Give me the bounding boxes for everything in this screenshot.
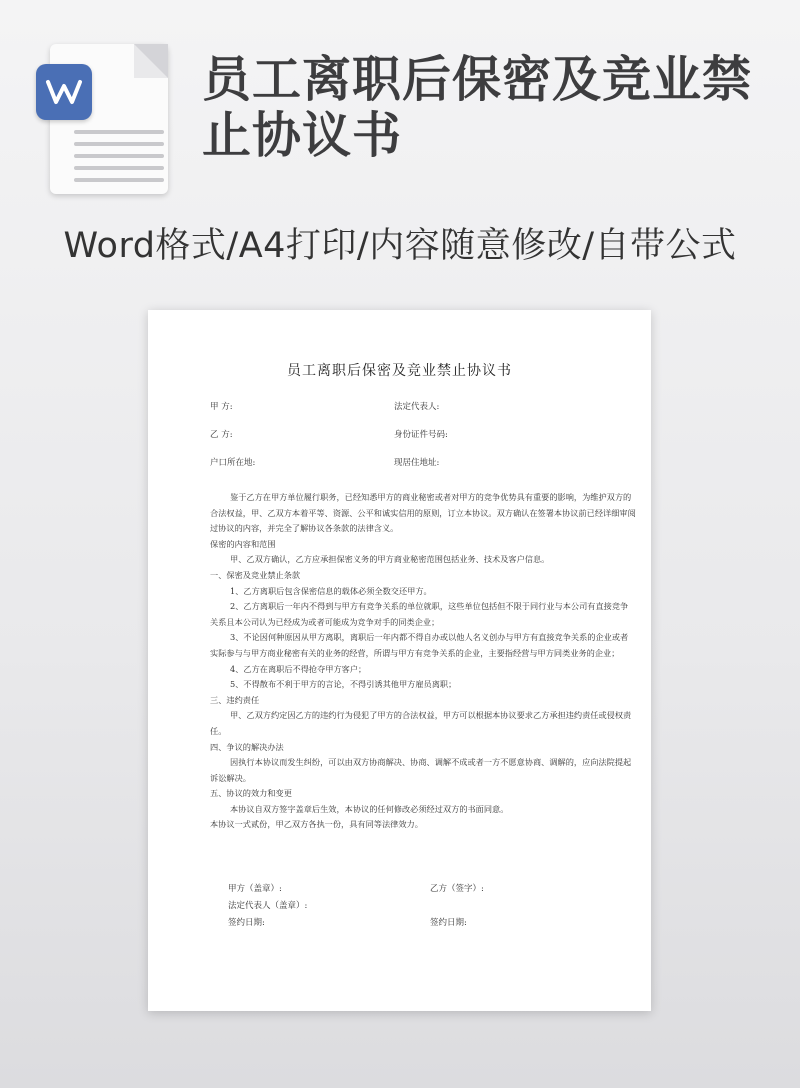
document-paragraph: 甲、乙双方约定因乙方的违约行为侵犯了甲方的合法权益，甲方可以根据本协议要求乙方承担违约责任或侵权责任。 xyxy=(210,710,632,736)
word-logo-icon xyxy=(36,64,92,120)
field-party-a: 甲 方: xyxy=(210,402,233,412)
field-address: 现居住地址: xyxy=(394,458,440,468)
document-body xyxy=(210,490,636,833)
document-paragraph: 1、乙方离职后包含保密信息的载体必须全数交还甲方。 xyxy=(230,585,432,596)
document-title: 员工离职后保密及竞业禁止协议书 xyxy=(287,363,512,379)
signature-party-a: 甲方（盖章）: xyxy=(228,884,282,894)
document-paragraph: 3、不论因何种原因从甲方离职，离职后一年内都不得自办或以他人名义创办与甲方有直接竞争关系的企业或者实际参与与甲方商业秘密有关的业务的经营，所谓与甲方有竞争关系的企业，主要指经营与甲方同类业务的企业； xyxy=(210,632,629,658)
document-paragraph: 四、争议的解决办法 xyxy=(210,741,284,752)
field-legal-rep: 法定代表人: xyxy=(394,402,440,412)
format-subtitle: Word格式/A4打印/内容随意修改/自带公式 xyxy=(63,226,737,266)
document-paragraph: 5、不得散布不利于甲方的言论，不得引诱其他甲方雇员离职； xyxy=(230,679,457,690)
document-paragraph: 本协议一式贰份，甲乙双方各执一份，具有同等法律效力。 xyxy=(210,819,423,830)
signature-party-b: 乙方（签字）: xyxy=(430,884,484,894)
document-paragraph: 三、违约责任 xyxy=(210,694,260,705)
word-document-icon xyxy=(36,42,172,198)
document-paragraph: 五、协议的效力和变更 xyxy=(210,788,292,799)
field-hukou: 户口所在地: xyxy=(210,458,256,468)
document-preview xyxy=(148,310,651,1011)
document-paragraph: 鉴于乙方在甲方单位履行职务，已经知悉甲方的商业秘密或者对甲方的竞争优势具有重要的影响，为维护双方的合法权益，甲、乙双方本着平等、资源、公平和诚实信用的原则，订立本协议。双方确认在签署本协议前已经详细审阅过协议的内容，并完全了解协议各条款的法律含义。 xyxy=(210,492,636,534)
document-paragraph: 2、乙方离职后一年内不得到与甲方有竞争关系的单位就职，这些单位包括但不限于同行业与本公司有直接竞争关系且本公司认为已经成为或者可能成为竞争对手的同类企业； xyxy=(210,601,629,627)
document-paragraph: 一、保密及竞业禁止条款 xyxy=(210,569,301,580)
signature-date-b: 签约日期: xyxy=(430,918,467,928)
signature-legal-rep: 法定代表人（盖章）: xyxy=(228,901,308,911)
document-paragraph: 保密的内容和范围 xyxy=(210,538,276,549)
document-paragraph: 本协议自双方签字盖章后生效，本协议的任何修改必须经过双方的书面同意。 xyxy=(230,803,509,814)
field-party-b: 乙 方: xyxy=(210,430,233,440)
document-paragraph: 因执行本协议而发生纠纷，可以由双方协商解决、协商、调解不成或者一方不愿意协商、调解的，应向法院提起诉讼解决。 xyxy=(210,757,632,783)
signature-date-a: 签约日期: xyxy=(228,918,265,928)
field-id-number: 身份证件号码: xyxy=(394,430,448,440)
document-paragraph: 甲、乙双方确认，乙方应承担保密义务的甲方商业秘密范围包括业务、技术及客户信息。 xyxy=(230,554,550,565)
page-title: 员工离职后保密及竞业禁止协议书 xyxy=(202,51,753,164)
document-paragraph: 4、乙方在离职后不得抢夺甲方客户； xyxy=(230,663,367,674)
